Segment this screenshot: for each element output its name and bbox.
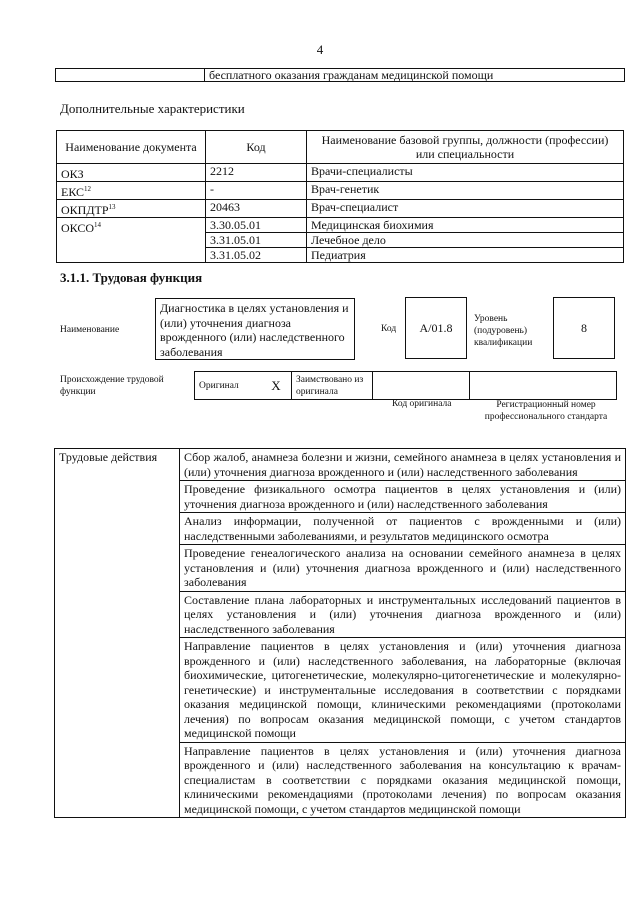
doc-cell: ОКСО$^{14}$ bbox=[57, 218, 206, 263]
header-doc: Наименование документа bbox=[57, 131, 206, 164]
reg-number-label: Регистрационный номер профессионального стандарта bbox=[484, 400, 608, 422]
section-heading-function: 3.1.1. Трудовая функция bbox=[60, 270, 203, 285]
table-row bbox=[57, 182, 624, 200]
function-name-value: Диагностика в целях установления и (или) уточнения диагноза врожденного (или) наследственного заболевания bbox=[155, 298, 355, 360]
header-name: Наименование базовой группы, должности (профессии) или специальности bbox=[307, 131, 624, 164]
table-row bbox=[56, 69, 625, 82]
continuation-left-cell bbox=[56, 69, 205, 82]
labor-action-item: Анализ информации, полученной от пациентов с врожденными и (или) наследственными заболеваниями, и результатов медицинского осмотра bbox=[180, 513, 626, 545]
labor-actions-table bbox=[54, 448, 626, 818]
labor-actions-label: Трудовые действия bbox=[55, 449, 180, 818]
name-cell: Врач-генетик bbox=[307, 182, 624, 200]
origin-label: Происхождение трудовой функции bbox=[60, 375, 164, 397]
code-cell: 3.30.05.01 bbox=[206, 218, 307, 233]
labor-action-item: Проведение физикального осмотра пациентов в целях установления и (или) уточнения диагноза врожденного и (или) наследственного заболевания bbox=[180, 481, 626, 513]
table-row bbox=[57, 200, 624, 218]
function-code-label: Код bbox=[381, 324, 397, 334]
table-header-row bbox=[57, 131, 624, 164]
code-cell: 3.31.05.02 bbox=[206, 248, 307, 263]
doc-cell: ОКПДТР$^{13}$ bbox=[57, 200, 206, 218]
labor-action-item: Проведение генеалогического анализа на основании семейного анамнеза в целях установления и (или) уточнения диагноза врожденного и (или) наследственного заболевания bbox=[180, 545, 626, 592]
borrowed-cell: Заимствовано из оригинала bbox=[292, 372, 373, 400]
labor-action-item: Направление пациентов в целях установления и (или) уточнения диагноза врожденного и (или) наследственного заболевания на консультацию к врачам-специалистам в соответствии с порядками оказания медицинской помощи, клиническими рекомендациями (протоколами лечения) по вопросам оказания медицинской помощи, с учетом стандартов медицинской помощи bbox=[180, 742, 626, 818]
table-row bbox=[195, 372, 617, 400]
doc-cell: ОКЗ bbox=[57, 164, 206, 182]
table-row bbox=[55, 449, 626, 481]
reg-number-cell bbox=[470, 372, 617, 400]
original-cell: Оригинал bbox=[195, 372, 262, 400]
code-cell: 2212 bbox=[206, 164, 307, 182]
labor-action-item: Направление пациентов в целях установления и (или) уточнения диагноза врожденного и (или) наследственного заболевания, на лабораторные (включая биохимические, цитогенетические, молекулярно-цитогенетические и молекулярно-генетические) и инструментальные исследования в соответствии с порядками оказания медицинской помощи, клиническими рекомендациями (протоколами лечения) по вопросам оказания медицинской помощи, с учетом стандартов медицинской помощи bbox=[180, 638, 626, 743]
qualification-level-label: Уровень (подуровень) квалификации bbox=[474, 314, 533, 348]
extra-characteristics-table bbox=[56, 130, 624, 263]
qualification-level-value: 8 bbox=[553, 297, 615, 359]
function-code-value: A/01.8 bbox=[405, 297, 467, 359]
name-cell: Врачи-специалисты bbox=[307, 164, 624, 182]
code-cell: - bbox=[206, 182, 307, 200]
name-cell: Медицинская биохимия bbox=[307, 218, 624, 233]
origin-table bbox=[194, 371, 617, 400]
name-cell: Врач-специалист bbox=[307, 200, 624, 218]
original-mark: X bbox=[261, 372, 292, 400]
section-heading-extra: Дополнительные характеристики bbox=[60, 101, 245, 116]
name-cell: Лечебное дело bbox=[307, 233, 624, 248]
continuation-table bbox=[55, 68, 625, 82]
table-row bbox=[57, 164, 624, 182]
header-code: Код bbox=[206, 131, 307, 164]
code-original-cell bbox=[373, 372, 470, 400]
code-cell: 20463 bbox=[206, 200, 307, 218]
table-row bbox=[57, 218, 624, 233]
labor-action-item: Составление плана лабораторных и инструментальных исследований пациентов в целях установления и (или) уточнения диагноза врожденного и (или) наследственного заболевания bbox=[180, 591, 626, 638]
function-name-label: Наименование bbox=[60, 325, 120, 335]
labor-action-item: Сбор жалоб, анамнеза болезни и жизни, семейного анамнеза в целях установления и (или) уточнения диагноза врожденного и (или) наследственного заболевания bbox=[180, 449, 626, 481]
code-cell: 3.31.05.01 bbox=[206, 233, 307, 248]
code-original-label: Код оригинала bbox=[392, 399, 452, 409]
name-cell: Педиатрия bbox=[307, 248, 624, 263]
continuation-right-cell: бесплатного оказания гражданам медицинской помощи bbox=[205, 69, 625, 82]
doc-cell: ЕКС$^{12}$ bbox=[57, 182, 206, 200]
page-number: 4 bbox=[316, 42, 324, 57]
